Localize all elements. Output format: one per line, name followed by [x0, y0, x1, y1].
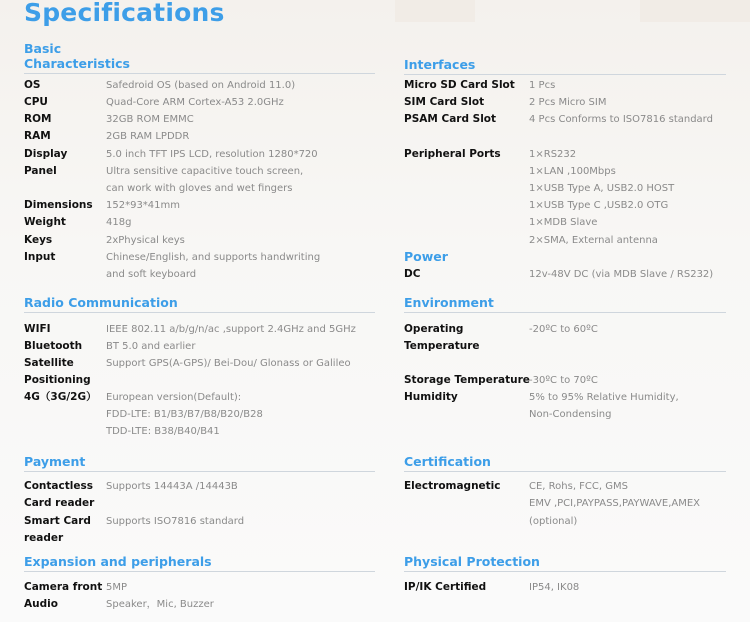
- spec-value-smart-card: Supports ISO7816 standard: [106, 516, 245, 527]
- spec-value-audio: Speaker，Mic, Buzzer: [106, 599, 214, 610]
- spec-value-humidity-line2: Non-Condensing: [529, 409, 612, 420]
- spec-value-contactless: Supports 14443A /14443B: [106, 481, 238, 492]
- spec-value-cpu: Quad-Core ARM Cortex-A53 2.0GHz: [106, 97, 284, 108]
- section-heading: Certification: [404, 454, 726, 472]
- spec-label-ip-ik: IP/IK Certified: [404, 581, 487, 593]
- spec-value-os: Safedroid OS (based on Android 11.0): [106, 80, 296, 91]
- section-heading: Basic Characteristics: [24, 41, 375, 74]
- spec-label-weight: Weight: [24, 216, 66, 228]
- spec-label-dimensions: Dimensions: [24, 199, 93, 211]
- spec-label-audio: Audio: [24, 598, 58, 610]
- section-heading: Interfaces: [404, 57, 726, 75]
- spec-value-port: 1×USB Type C ,USB2.0 OTG: [529, 200, 669, 211]
- spec-value-dimensions: 152*93*41mm: [106, 200, 181, 211]
- spec-value-satellite: Support GPS(A-GPS)/ Bei-Dou/ Glonass or Galileo: [106, 358, 351, 369]
- section-heading: Payment: [24, 454, 375, 472]
- section-heading: Radio Communication: [24, 295, 375, 313]
- spec-value-4g-line3: TDD-LTE: B38/B40/B41: [106, 426, 220, 437]
- section-interfaces: [404, 57, 726, 75]
- spec-label-panel: Panel: [24, 165, 57, 177]
- section-heading: Power: [404, 249, 448, 264]
- background-decoration: [640, 0, 750, 22]
- spec-value-port: 1×LAN ,100Mbps: [529, 166, 616, 177]
- spec-label-peripheral-ports: Peripheral Ports: [404, 148, 501, 160]
- spec-value-dc: 12v-48V DC (via MDB Slave / RS232): [529, 269, 714, 280]
- spec-value-humidity: 5% to 95% Relative Humidity,: [529, 392, 679, 403]
- spec-label-psam: PSAM Card Slot: [404, 113, 497, 125]
- spec-value-psam: 4 Pcs Conforms to ISO7816 standard: [529, 114, 713, 125]
- spec-value-camera: 5MP: [106, 582, 128, 593]
- section-environment: [404, 295, 726, 313]
- spec-value-rom: 32GB ROM EMMC: [106, 114, 194, 125]
- spec-label-contactless-line2: Card reader: [24, 497, 95, 509]
- spec-label-cpu: CPU: [24, 96, 48, 108]
- page-title: Specifications: [24, 0, 225, 27]
- spec-label-microsd: Micro SD Card Slot: [404, 79, 515, 91]
- spec-value-input: Chinese/English, and supports handwriting: [106, 252, 321, 263]
- spec-label-satellite: Satellite: [24, 357, 74, 369]
- spec-label-smart-card: Smart Card: [24, 515, 91, 527]
- section-heading: Environment: [404, 295, 726, 313]
- spec-value-keys: 2xPhysical keys: [106, 235, 185, 246]
- section-power: [404, 249, 726, 266]
- spec-value-port: 1×RS232: [529, 149, 577, 160]
- spec-label-os: OS: [24, 79, 41, 91]
- spec-label-input: Input: [24, 251, 56, 263]
- spec-value-port: 1×MDB Slave: [529, 217, 598, 228]
- section-heading: Expansion and peripherals: [24, 554, 375, 572]
- spec-label-sim: SIM Card Slot: [404, 96, 485, 108]
- section-payment: [24, 454, 375, 472]
- spec-value-input-line2: and soft keyboard: [106, 269, 197, 280]
- spec-label-humidity: Humidity: [404, 391, 458, 403]
- spec-value-microsd: 1 Pcs: [529, 80, 556, 91]
- spec-value-sim: 2 Pcs Micro SIM: [529, 97, 607, 108]
- spec-value-wifi: IEEE 802.11 a/b/g/n/ac ,support 2.4GHz and 5GHz: [106, 324, 356, 335]
- spec-label-contactless: Contactless: [24, 480, 93, 492]
- spec-value-panel-line2: can work with gloves and wet fingers: [106, 183, 293, 194]
- spec-label-operating-temp-line2: Temperature: [404, 340, 480, 352]
- spec-label-dc: DC: [404, 268, 421, 280]
- spec-value-port: 2×SMA, External antenna: [529, 235, 658, 246]
- spec-label-storage-temp: Storage Temperature: [404, 374, 530, 386]
- spec-label-keys: Keys: [24, 234, 53, 246]
- spec-value-port: 1×USB Type A, USB2.0 HOST: [529, 183, 675, 194]
- spec-value-electromagnetic-line2: EMV ,PCI,PAYPASS,PAYWAVE,AMEX: [529, 498, 701, 509]
- spec-value-ram: 2GB RAM LPDDR: [106, 131, 190, 142]
- spec-label-wifi: WIFI: [24, 323, 51, 335]
- section-basic-characteristics: [24, 41, 375, 74]
- spec-label-electromagnetic: Electromagnetic: [404, 480, 501, 492]
- spec-value-electromagnetic-line3: (optional): [529, 516, 578, 527]
- spec-label-operating-temp: Operating: [404, 323, 464, 335]
- spec-label-bluetooth: Bluetooth: [24, 340, 83, 352]
- background-decoration: [395, 0, 475, 22]
- spec-value-ip-ik: IP54, IK08: [529, 582, 580, 593]
- spec-label-camera: Camera front: [24, 581, 103, 593]
- spec-value-display: 5.0 inch TFT IPS LCD, resolution 1280*720: [106, 149, 318, 160]
- spec-value-4g: European version(Default):: [106, 392, 242, 403]
- section-radio-communication: [24, 295, 375, 313]
- section-certification: [404, 454, 726, 472]
- spec-label-rom: ROM: [24, 113, 52, 125]
- spec-value-storage-temp: -30ºC to 70ºC: [529, 375, 598, 386]
- spec-label-smart-card-line2: reader: [24, 532, 64, 544]
- spec-value-weight: 418g: [106, 217, 132, 228]
- section-physical-protection: [404, 554, 726, 572]
- spec-value-operating-temp: -20ºC to 60ºC: [529, 324, 598, 335]
- spec-value-bluetooth: BT 5.0 and earlier: [106, 341, 196, 352]
- spec-value-4g-line2: FDD-LTE: B1/B3/B7/B8/B20/B28: [106, 409, 263, 420]
- spec-value-electromagnetic: CE, Rohs, FCC, GMS: [529, 481, 628, 492]
- section-heading: Physical Protection: [404, 554, 726, 572]
- spec-label-satellite-line2: Positioning: [24, 374, 91, 386]
- spec-value-panel: Ultra sensitive capacitive touch screen,: [106, 166, 304, 177]
- section-expansion-peripherals: [24, 554, 375, 572]
- spec-label-display: Display: [24, 148, 68, 160]
- spec-label-ram: RAM: [24, 130, 51, 142]
- spec-label-4g: 4G（3G/2G）: [24, 391, 97, 403]
